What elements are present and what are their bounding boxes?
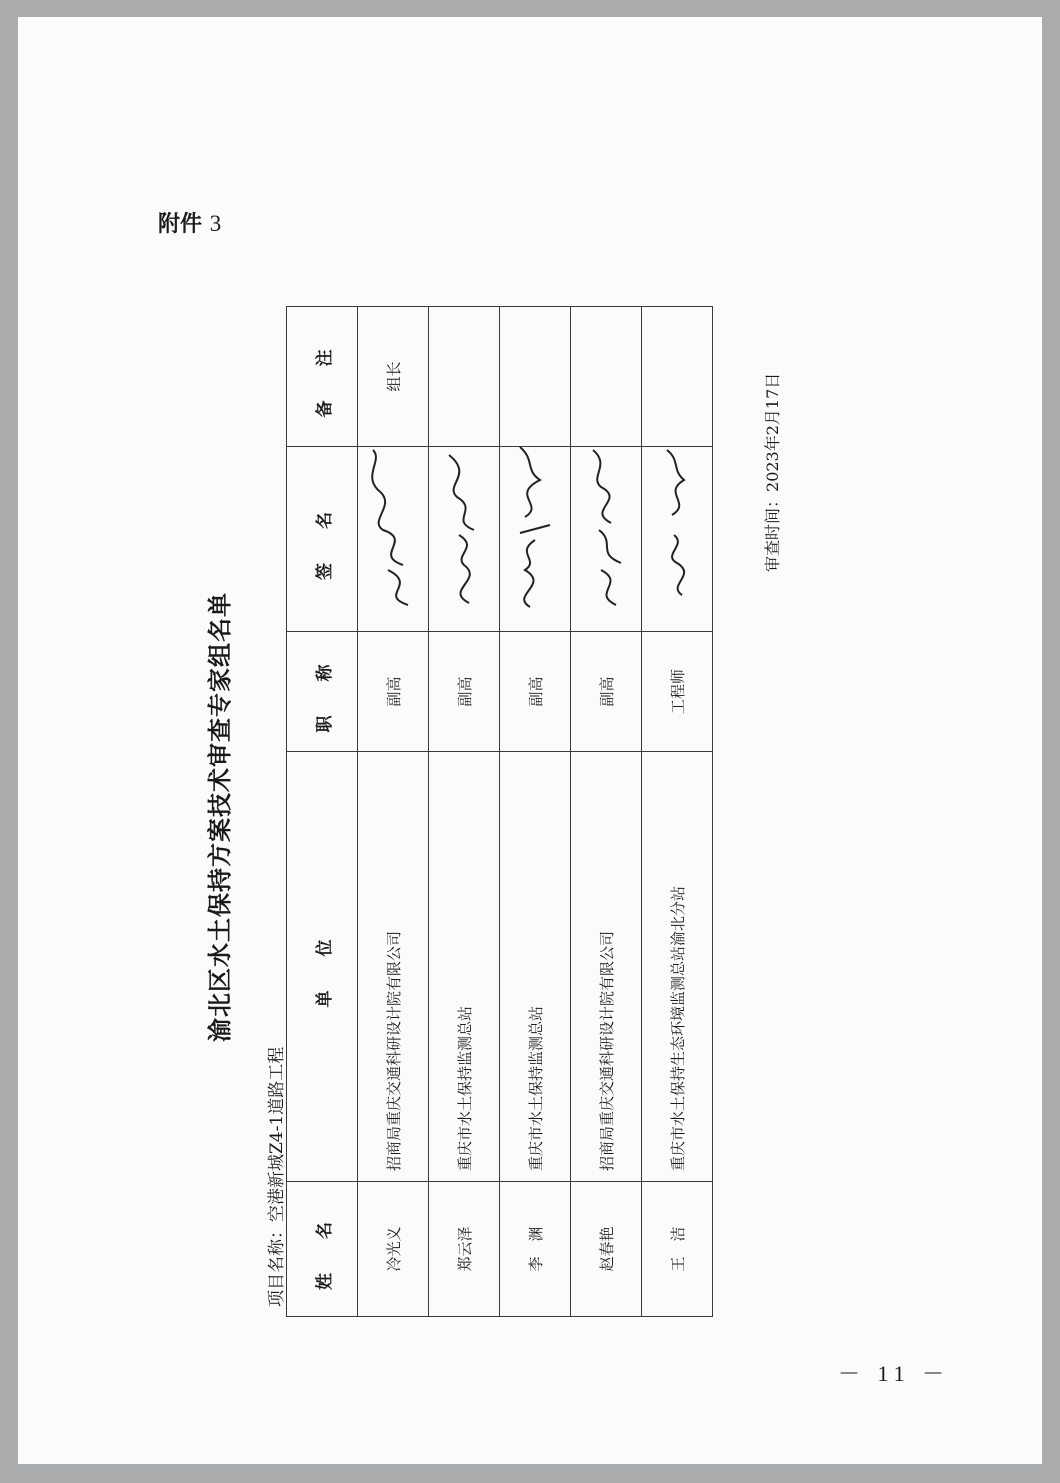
cell-title: 副高 bbox=[571, 632, 642, 752]
handwritten-signature-icon bbox=[500, 447, 570, 626]
cell-signature bbox=[358, 447, 429, 632]
cell-remark bbox=[642, 307, 713, 447]
page-number: － 11 － bbox=[838, 1361, 951, 1386]
cell-title: 副高 bbox=[429, 632, 500, 752]
cell-unit: 重庆市水土保持监测总站 bbox=[500, 752, 571, 1182]
cell-name: 赵春艳 bbox=[571, 1182, 642, 1317]
project-line bbox=[262, 1047, 287, 1307]
project-label: 项目名称： bbox=[267, 1222, 287, 1307]
table-row bbox=[571, 307, 642, 1317]
cell-remark bbox=[500, 307, 571, 447]
attachment-text: 附件 bbox=[158, 212, 203, 237]
table-row bbox=[358, 307, 429, 1317]
table-header-row bbox=[287, 307, 358, 1317]
cell-name: 冷光义 bbox=[358, 1182, 429, 1317]
header-name: 姓 名 bbox=[287, 1182, 358, 1317]
cell-unit: 招商局重庆交通科研设计院有限公司 bbox=[358, 752, 429, 1182]
cell-name: 郑云泽 bbox=[429, 1182, 500, 1317]
cell-title: 工程师 bbox=[642, 632, 713, 752]
cell-title: 副高 bbox=[358, 632, 429, 752]
table-row bbox=[642, 307, 713, 1317]
review-date-value: 2023年2月17日 bbox=[763, 372, 782, 492]
handwritten-signature-icon bbox=[571, 447, 641, 626]
expert-table bbox=[286, 306, 713, 1317]
cell-unit: 重庆市水土保持监测总站 bbox=[429, 752, 500, 1182]
cell-unit: 招商局重庆交通科研设计院有限公司 bbox=[571, 752, 642, 1182]
cell-title: 副高 bbox=[500, 632, 571, 752]
cell-unit: 重庆市水土保持生态环境监测总站渝北分站 bbox=[642, 752, 713, 1182]
header-unit: 单 位 bbox=[287, 752, 358, 1182]
review-date bbox=[760, 373, 783, 572]
handwritten-signature-icon bbox=[358, 447, 428, 626]
rotated-form bbox=[200, 317, 780, 1317]
attachment-number: 3 bbox=[209, 211, 222, 236]
page-title: 渝北区水土保持方案技术审查专家组名单 bbox=[206, 592, 234, 1042]
handwritten-signature-icon bbox=[429, 447, 499, 626]
table-row bbox=[500, 307, 571, 1317]
attachment-label bbox=[158, 207, 221, 238]
header-remark: 备 注 bbox=[287, 307, 358, 447]
handwritten-signature-icon bbox=[642, 447, 712, 626]
project-name: 空港新城Z4-1道路工程 bbox=[267, 1046, 287, 1222]
cell-signature bbox=[500, 447, 571, 632]
cell-signature bbox=[429, 447, 500, 632]
document-page bbox=[18, 17, 1042, 1464]
cell-remark bbox=[571, 307, 642, 447]
table-row bbox=[429, 307, 500, 1317]
review-date-label: 审查时间： bbox=[763, 491, 782, 572]
cell-name: 王 洁 bbox=[642, 1182, 713, 1317]
cell-name: 李 渊 bbox=[500, 1182, 571, 1317]
header-title: 职 称 bbox=[287, 632, 358, 752]
cell-signature bbox=[571, 447, 642, 632]
cell-remark: 组长 bbox=[358, 307, 429, 447]
cell-signature bbox=[642, 447, 713, 632]
cell-remark bbox=[429, 307, 500, 447]
header-signature: 签 名 bbox=[287, 447, 358, 632]
